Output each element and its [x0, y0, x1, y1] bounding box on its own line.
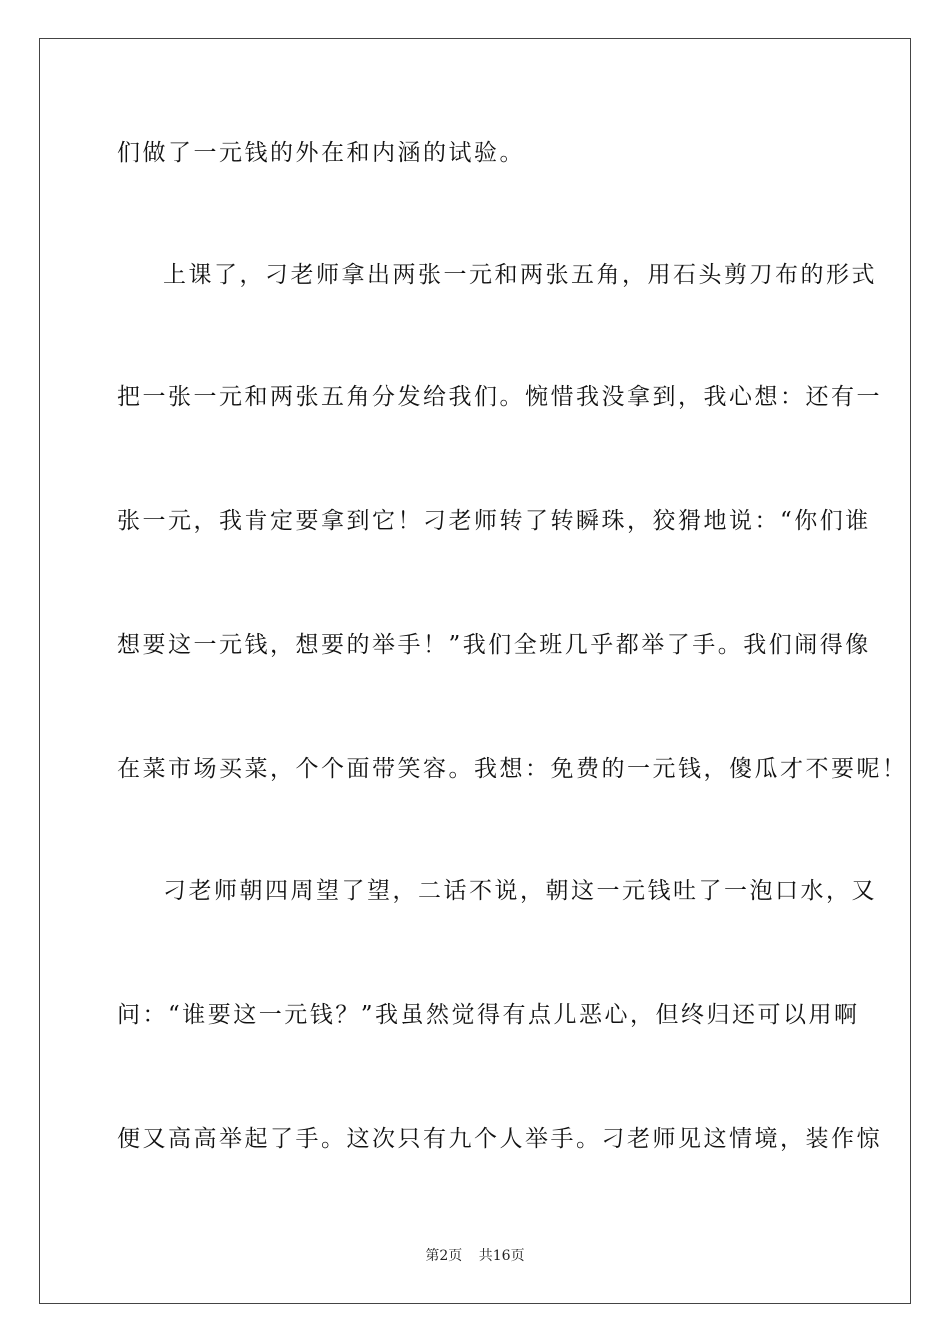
- text-line-1: 们做了一元钱的外在和内涵的试验。: [117, 140, 525, 166]
- text-line-4: 张一元，我肯定要拿到它！刁老师转了转瞬珠，狡猾地说：“你们谁: [117, 508, 871, 534]
- page-border: [39, 38, 911, 1304]
- text-line-7: 刁老师朝四周望了望，二话不说，朝这一元钱吐了一泡口水，又: [163, 878, 877, 904]
- text-line-5: 想要这一元钱，想要的举手！”我们全班几乎都举了手。我们闹得像: [117, 632, 871, 658]
- page-total: 共16页: [478, 1248, 525, 1264]
- text-line-3: 把一张一元和两张五角分发给我们。惋惜我没拿到，我心想：还有一: [117, 384, 882, 410]
- text-line-8: 问：“谁要这一元钱？”我虽然觉得有点儿恶心，但终归还可以用啊: [117, 1002, 860, 1028]
- page-footer: [0, 1247, 950, 1265]
- page-number: 第2页: [425, 1248, 463, 1264]
- text-line-6: 在菜市场买菜，个个面带笑容。我想：免费的一元钱，傻瓜才不要呢！: [117, 756, 908, 782]
- text-line-9: 便又高高举起了手。这次只有九个人举手。刁老师见这情境，装作惊: [117, 1126, 882, 1152]
- text-line-2: 上课了，刁老师拿出两张一元和两张五角，用石头剪刀布的形式: [163, 262, 877, 288]
